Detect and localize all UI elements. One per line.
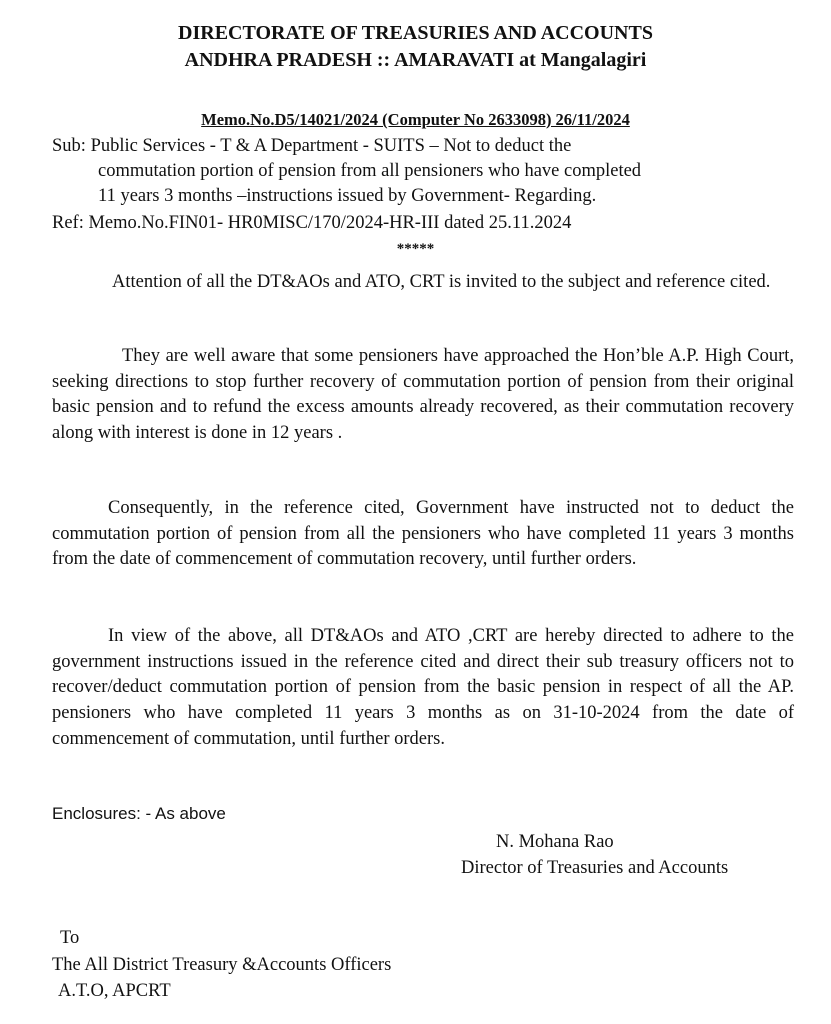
signatory-title: Director of Treasuries and Accounts bbox=[461, 858, 729, 878]
recipient-ato-apcrt: A.T.O, APCRT bbox=[58, 981, 171, 1001]
paragraph-directive: In view of the above, all DT&AOs and ATO ,CRT are hereby directed to adhere to the government instructions issued in the reference cited and direct their sub treasury officers not to recover/deduct commutation portion of pension from the basic pension in respect of all the AP. pensioners who have completed 11 years 3 months as on 31-10-2024 from the date of commencement of commutation, until further orders. bbox=[52, 626, 794, 749]
subject-line-1: Public Services - T & A Department - SUITS – Not to deduct the bbox=[90, 136, 572, 156]
enclosures-line: Enclosures: - As above bbox=[52, 804, 226, 823]
reference-line: Ref: Memo.No.FIN01- HR0MISC/170/2024-HR-III dated 25.11.2024 bbox=[52, 213, 572, 233]
paragraph-attention: Attention of all the DT&AOs and ATO, CRT is invited to the subject and reference cited. bbox=[112, 272, 771, 292]
recipients-label: To bbox=[60, 928, 80, 948]
subject-line-2: commutation portion of pension from all pensioners who have completed bbox=[98, 161, 642, 181]
subject-line-3: 11 years 3 months –instructions issued by Government- Regarding. bbox=[98, 186, 597, 206]
memo-number: Memo.No.D5/14021/2024 (Computer No 2633098) 26/11/2024 bbox=[201, 110, 630, 129]
directorate-location: ANDHRA PRADESH :: AMARAVATI at Mangalagiri bbox=[184, 49, 647, 71]
subject-label: Sub: bbox=[52, 136, 86, 156]
signatory-name: N. Mohana Rao bbox=[496, 832, 614, 852]
paragraph-background: They are well aware that some pensioners have approached the Hon’ble A.P. High Court, seeking directions to stop further recovery of commutation portion of pension from their original basic pension and to refund the excess amounts already recovered, as their commutation recovery along with interest is done in 12 years . bbox=[52, 346, 794, 444]
subject-block bbox=[52, 134, 792, 209]
directorate-title: DIRECTORATE OF TREASURIES AND ACCOUNTS bbox=[178, 22, 653, 44]
recipient-district-officers: The All District Treasury &Accounts Officers bbox=[52, 955, 392, 975]
separator-stars: ***** bbox=[396, 241, 435, 257]
paragraph-government-instruction: Consequently, in the reference cited, Government have instructed not to deduct the commutation portion of pension from all the pensioners who have completed 11 years 3 months from the date of commencement of commutation recovery, until further orders. bbox=[52, 498, 794, 570]
